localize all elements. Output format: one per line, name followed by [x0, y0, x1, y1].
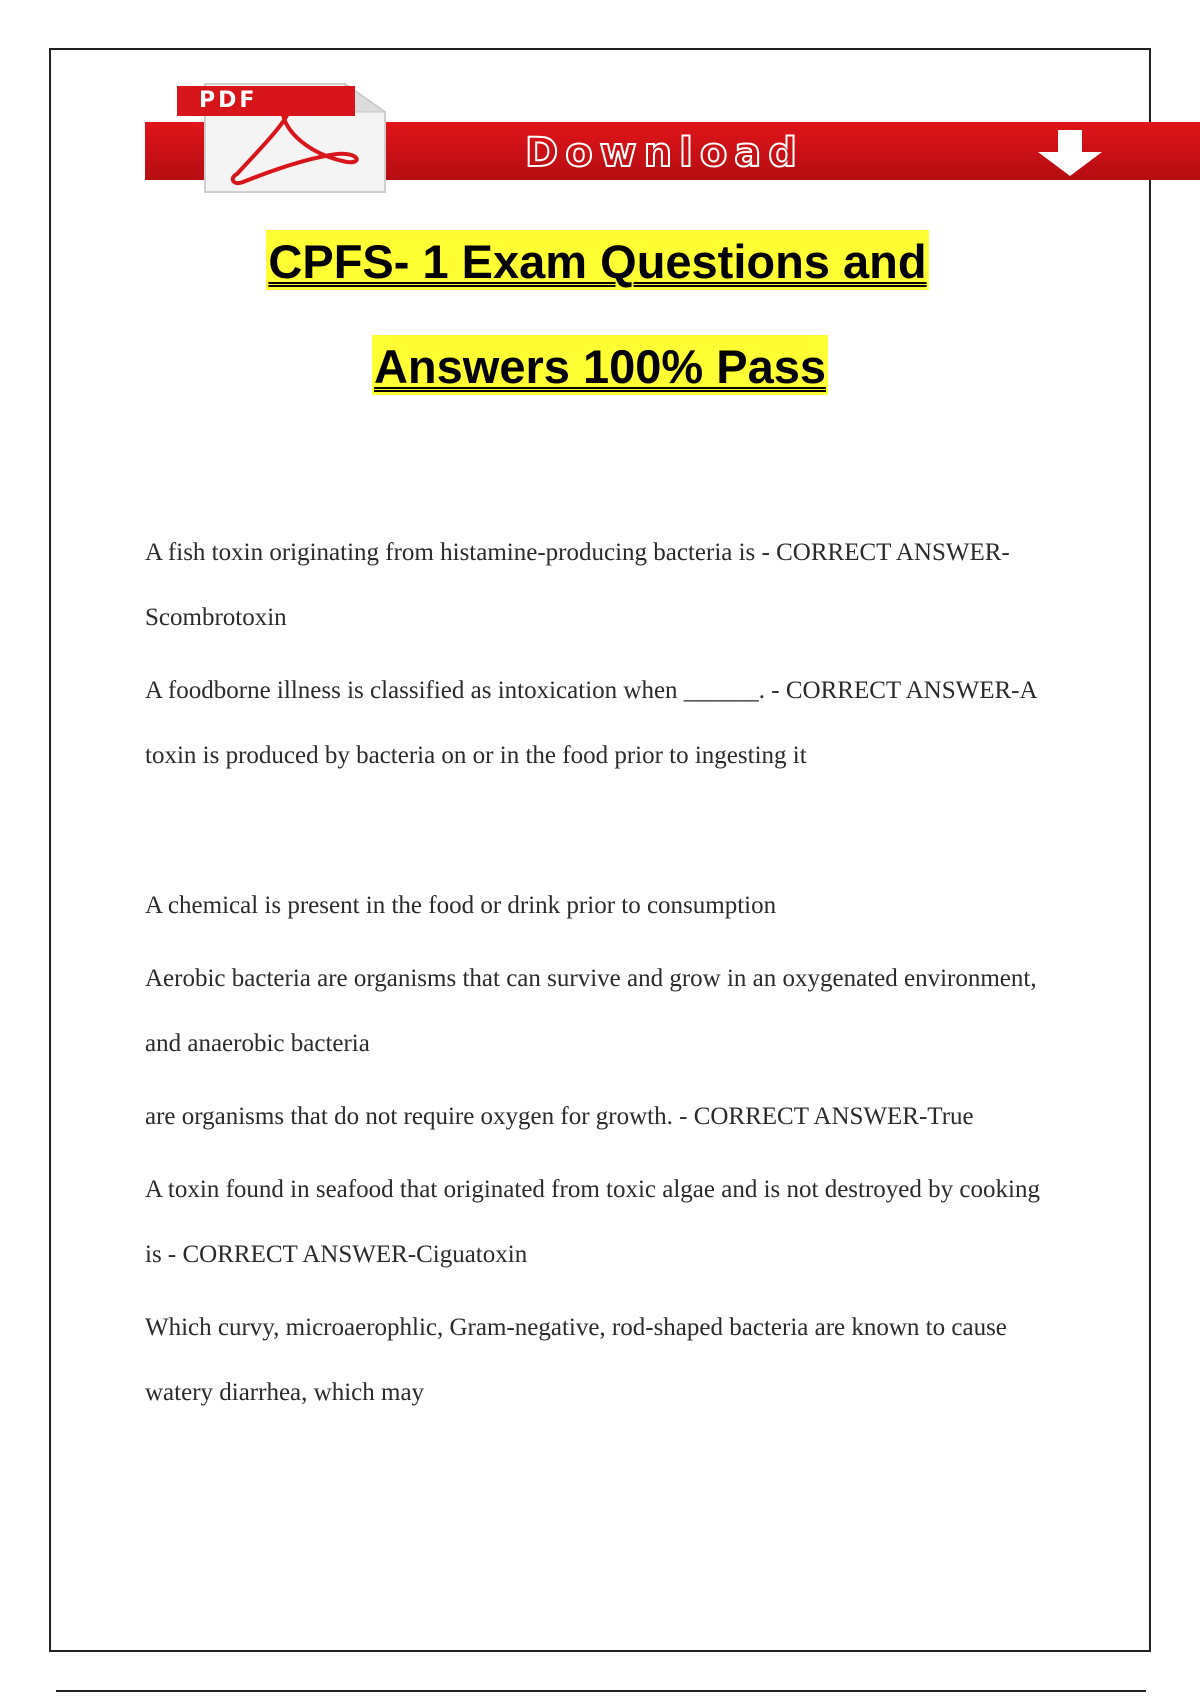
document-body — [145, 520, 1045, 1433]
paragraph: A foodborne illness is classified as intoxication when ______. - CORRECT ANSWER-A toxin is produced by bacteria on or in the food prior to ingesting it — [145, 677, 1037, 769]
document-title — [0, 230, 1200, 395]
pdf-tag: PDF — [177, 86, 355, 116]
download-banner[interactable] — [145, 78, 1200, 200]
paragraph: A toxin found in seafood that originated from toxic algae and is not destroyed by cooking is - CORRECT ANSWER-Ciguatoxin — [145, 1176, 1040, 1268]
paragraph: are organisms that do not require oxygen for growth. - CORRECT ANSWER-True — [145, 1103, 974, 1130]
paragraph: Aerobic bacteria are organisms that can survive and grow in an oxygenated environment, and anaerobic bacteria — [145, 965, 1037, 1057]
paragraph: A fish toxin originating from histamine-producing bacteria is - CORRECT ANSWER-Scombrotoxin — [145, 539, 1010, 631]
download-label: Download — [525, 130, 804, 176]
pdf-file-icon — [177, 82, 407, 194]
paragraph: A chemical is present in the food or drink prior to consumption — [145, 892, 777, 919]
title-line-2: Answers 100% Pass — [372, 335, 828, 395]
footer-rule — [56, 1690, 1146, 1692]
paragraph: Which curvy, microaerophlic, Gram-negative, rod-shaped bacteria are known to cause watery diarrhea, which may — [145, 1314, 1007, 1406]
title-line-1: CPFS- 1 Exam Questions and — [266, 230, 928, 290]
download-arrow-icon — [1030, 126, 1110, 178]
